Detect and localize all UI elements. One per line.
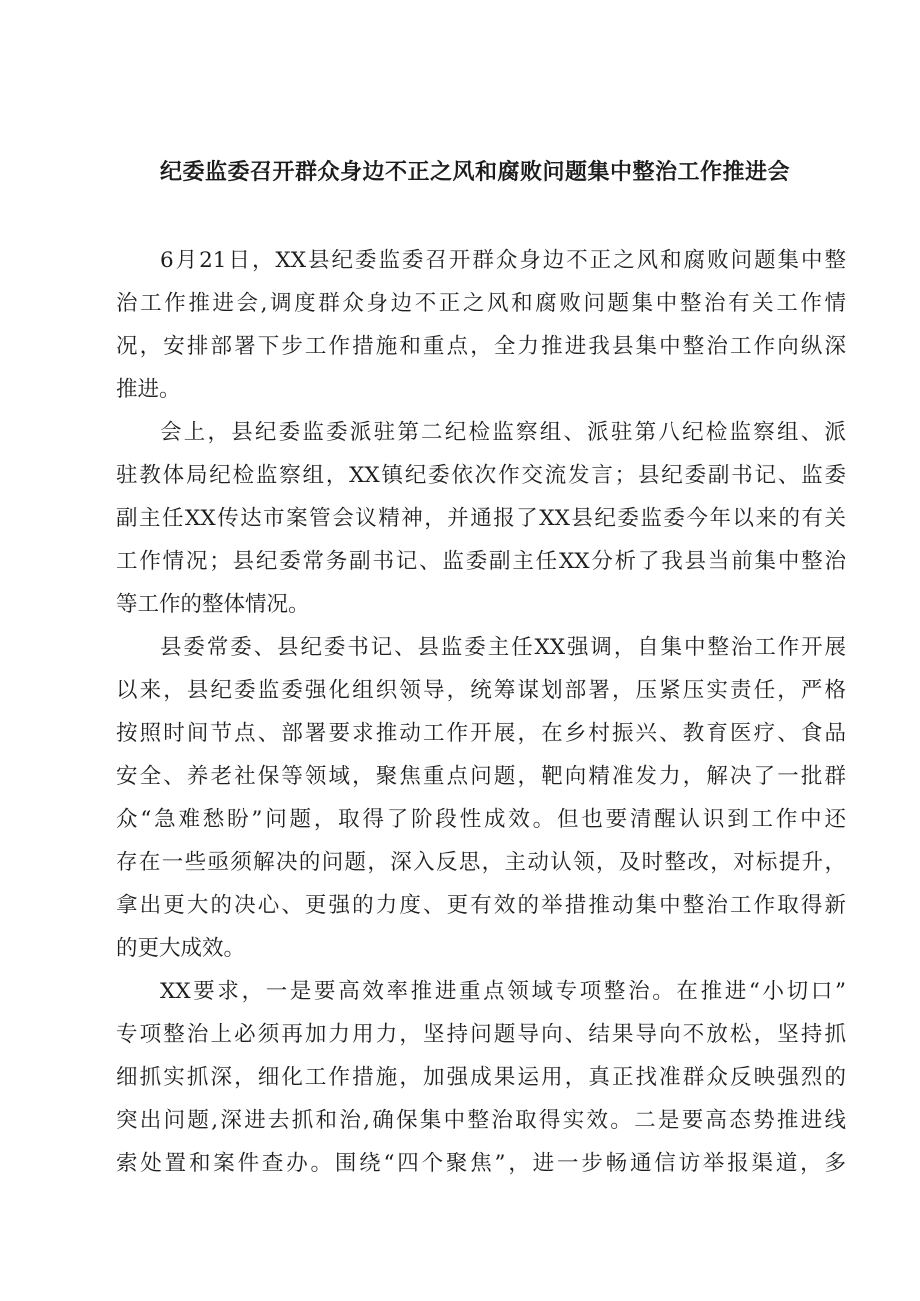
text-line: XX要求，一是要高效率推进重点领域专项整治。在推进“小切口”: [160, 979, 846, 1004]
text-line: 细抓实抓深，细化工作措施，加强成果运用，真正找准群众反映强烈的: [116, 1065, 846, 1090]
text-line: 6月21日，XX县纪委监委召开群众身边不正之风和腐败问题集中整: [160, 248, 846, 273]
text-line: 治工作推进会,调度群众身边不正之风和腐败问题集中整治有关工作情: [116, 291, 846, 316]
text-line: 众“急难愁盼”问题，取得了阶段性成效。但也要清醒认识到工作中还: [116, 807, 846, 832]
text-line: 等工作的整体情况。: [116, 592, 310, 617]
text-line: 按照时间节点、部署要求推动工作开展，在乡村振兴、教育医疗、食品: [116, 721, 846, 746]
text-line: 突出问题,深进去抓和治,确保集中整治取得实效。二是要高态势推进线: [116, 1108, 846, 1133]
text-line: 存在一些亟须解决的问题，深入反思，主动认领，及时整改，对标提升，: [116, 850, 846, 875]
paragraph-4: [116, 970, 846, 1185]
text-line: 县委常委、县纪委书记、县监委主任XX强调，自集中整治工作开展: [160, 635, 846, 660]
text-line: 的更大成效。: [116, 936, 246, 961]
text-line: 索处置和案件查办。围绕“四个聚焦”，进一步畅通信访举报渠道，多: [116, 1151, 846, 1176]
text-line: 况，安排部署下步工作措施和重点，全力推进我县集中整治工作向纵深: [116, 334, 846, 359]
text-line: 工作情况；县纪委常务副书记、监委副主任XX分析了我县当前集中整治: [116, 549, 846, 574]
paragraph-3: [116, 626, 846, 970]
text-line: 专项整治上必须再加力用力，坚持问题导向、结果导向不放松，坚持抓: [116, 1022, 846, 1047]
text-line: 拿出更大的决心、更强的力度、更有效的举措推动集中整治工作取得新: [116, 893, 846, 918]
text-line: 驻教体局纪检监察组，XX镇纪委依次作交流发言；县纪委副书记、监委: [116, 463, 846, 488]
paragraph-1: [116, 239, 846, 411]
text-line: 推进。: [116, 377, 181, 402]
text-line: 会上，县纪委监委派驻第二纪检监察组、派驻第八纪检监察组、派: [160, 420, 846, 445]
text-line: 安全、养老社保等领域，聚焦重点问题，靶向精准发力，解决了一批群: [116, 764, 846, 789]
document-body: [116, 239, 846, 1185]
text-line: 以来，县纪委监委强化组织领导，统筹谋划部署，压紧压实责任，严格: [116, 678, 846, 703]
paragraph-2: [116, 411, 846, 626]
text-line: 副主任XX传达市案管会议精神，并通报了XX县纪委监委今年以来的有关: [116, 506, 846, 531]
document-title: 纪委监委召开群众身边不正之风和腐败问题集中整治工作推进会: [160, 160, 791, 185]
